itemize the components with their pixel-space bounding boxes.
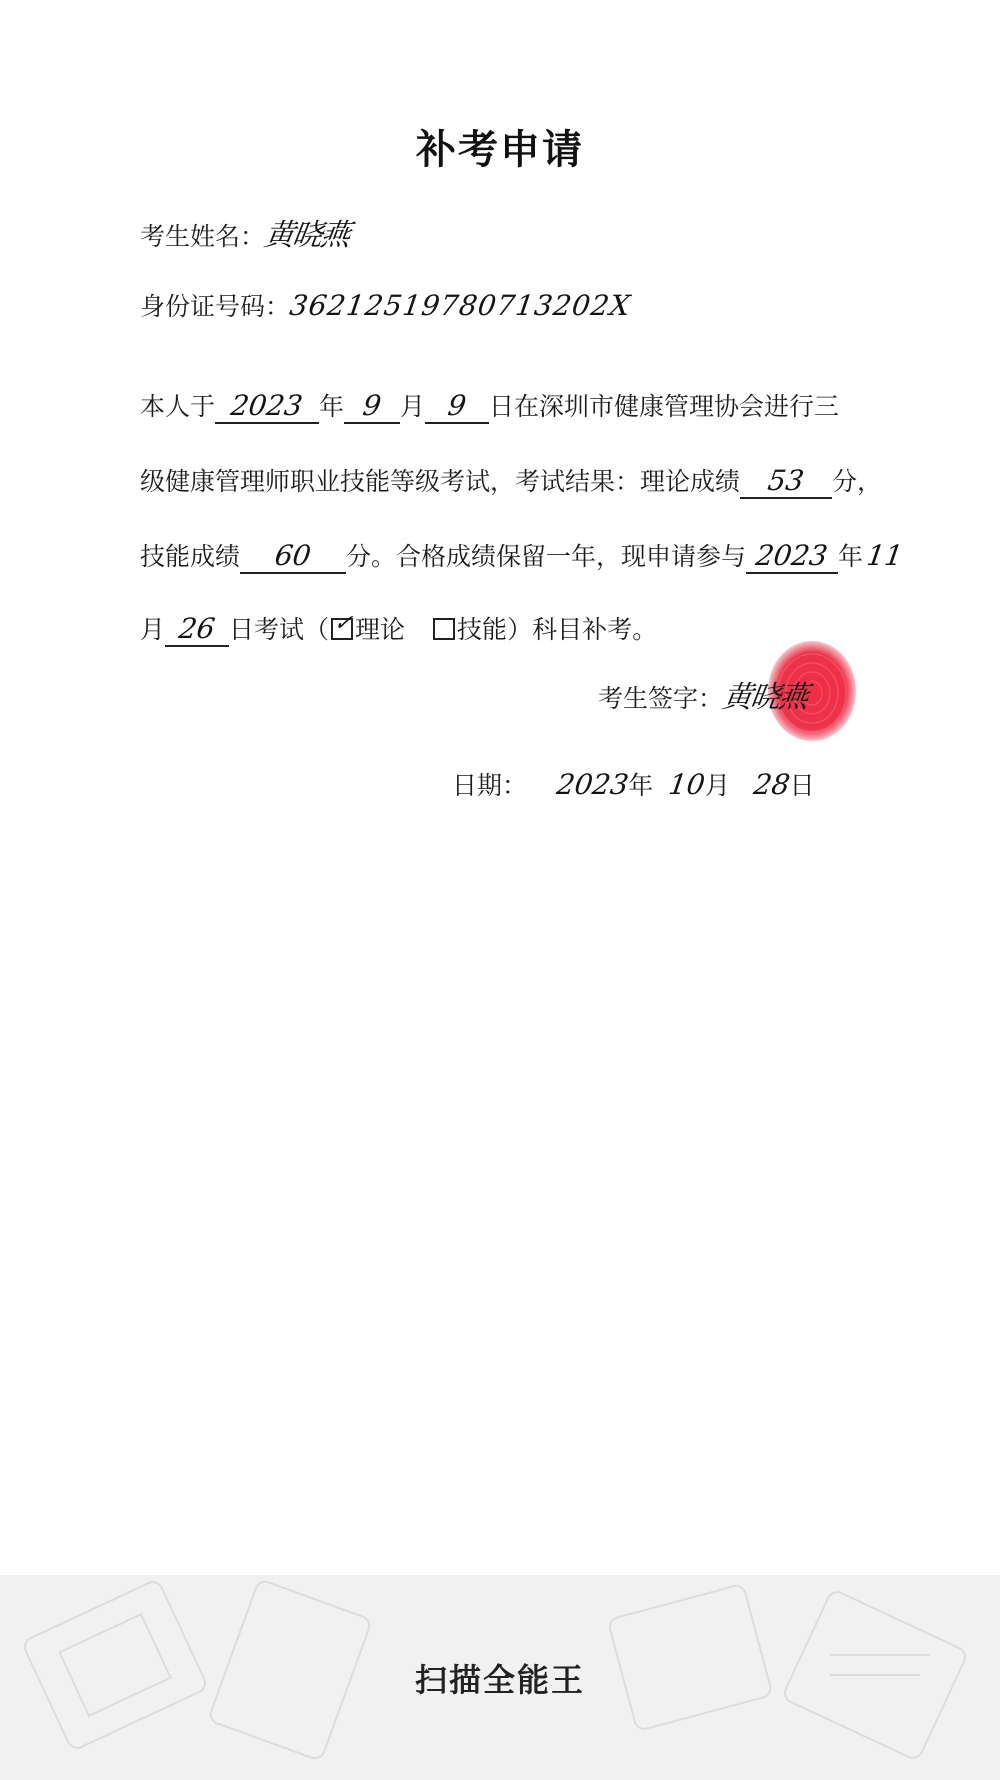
signature-row xyxy=(598,672,807,716)
retake-month-value: 11 xyxy=(864,539,906,572)
body-text: ）科目补考。 xyxy=(507,615,658,644)
date-unit: 年 xyxy=(628,771,654,800)
date-unit: 日 xyxy=(789,771,815,800)
body-line-1 xyxy=(140,387,839,424)
body-text: 年 xyxy=(319,392,345,421)
name-label: 考生姓名： xyxy=(140,222,266,251)
date-day-value: 28 xyxy=(751,768,792,801)
date-unit: 月 xyxy=(704,771,730,800)
body-line-4 xyxy=(140,610,657,647)
body-text: 日在深圳市健康管理协会进行三 xyxy=(489,392,840,421)
date-year-value: 2023 xyxy=(554,768,631,801)
date-row xyxy=(452,766,815,802)
name-row xyxy=(140,210,349,254)
theory-checkbox xyxy=(331,611,355,640)
exam-year-field xyxy=(215,391,319,424)
handwritten-id-number: 36212519780713202X xyxy=(287,289,634,322)
skill-score-field xyxy=(240,541,346,574)
scanner-footer xyxy=(0,1575,1000,1780)
id-row xyxy=(140,287,634,323)
body-text: 技能成绩 xyxy=(140,542,241,571)
body-text: 本人于 xyxy=(140,392,216,421)
body-line-3 xyxy=(140,537,906,574)
signature-label: 考生签字： xyxy=(598,684,724,713)
exam-month-field xyxy=(344,391,400,424)
skill-checkbox xyxy=(433,618,455,640)
option-skill-label: 技能 xyxy=(457,615,508,644)
skill-score-value: 60 xyxy=(272,539,314,572)
handwritten-name: 黄晓燕 xyxy=(262,218,351,253)
date-label: 日期： xyxy=(452,771,528,800)
body-text: 分。合格成绩保留一年，现申请参与 xyxy=(346,542,747,571)
body-text: 月 xyxy=(140,615,166,644)
date-month-value: 10 xyxy=(666,768,708,801)
option-theory-label: 理论 xyxy=(355,615,406,644)
theory-score-value: 53 xyxy=(765,464,807,497)
body-line-2 xyxy=(140,462,882,499)
exam-year-value: 2023 xyxy=(229,389,306,422)
body-text: 分， xyxy=(832,467,883,496)
retake-day-value: 26 xyxy=(176,612,218,645)
retake-year-field xyxy=(746,541,838,574)
page-title: 补考申请 xyxy=(416,127,584,173)
retake-day-field xyxy=(165,614,229,647)
body-text: 日考试（ xyxy=(229,615,330,644)
exam-month-value: 9 xyxy=(360,389,384,422)
theory-score-field xyxy=(740,466,832,499)
exam-day-value: 9 xyxy=(445,389,469,422)
body-text: 年 xyxy=(838,542,864,571)
body-text: 月 xyxy=(400,392,426,421)
scanner-brand-label: 扫描全能王 xyxy=(414,1661,585,1699)
retake-year-value: 2023 xyxy=(754,539,831,572)
exam-day-field xyxy=(425,391,489,424)
handwritten-signature: 黄晓燕 xyxy=(720,680,809,715)
body-text: 级健康管理师职业技能等级考试，考试结果：理论成绩 xyxy=(140,467,741,496)
id-label: 身份证号码： xyxy=(140,292,291,321)
checkmark-icon: ✓ xyxy=(332,611,355,636)
